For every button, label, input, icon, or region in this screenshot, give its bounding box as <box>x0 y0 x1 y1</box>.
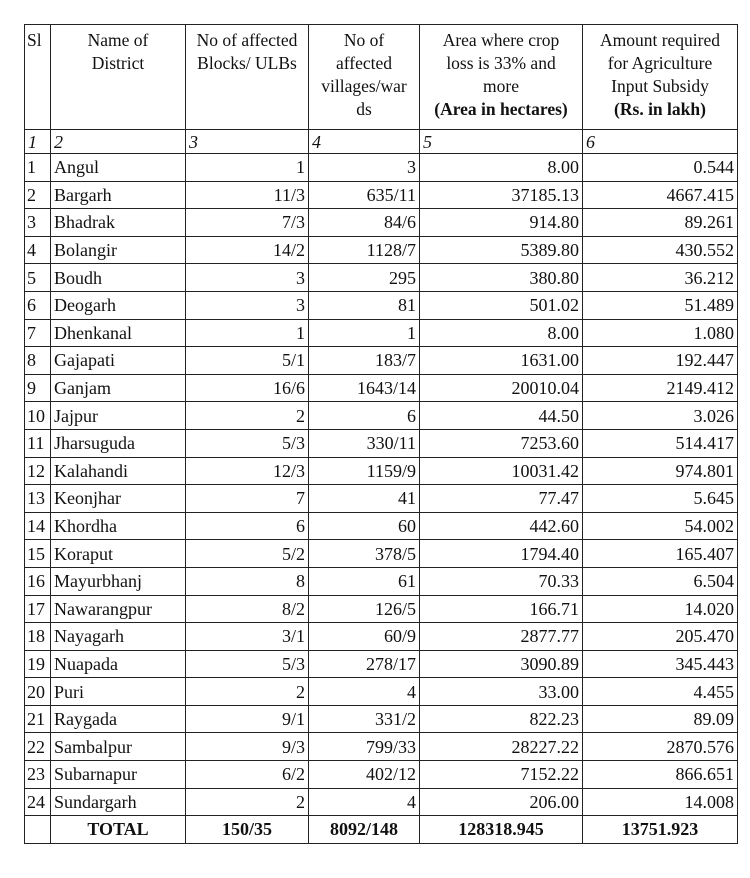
cell-sl: 18 <box>25 623 51 651</box>
cell-blocks: 6 <box>186 512 309 540</box>
total-row <box>25 816 738 844</box>
cell-district: Koraput <box>51 540 186 568</box>
cell-sl: 17 <box>25 595 51 623</box>
cell-sl: 15 <box>25 540 51 568</box>
cell-sl: 7 <box>25 319 51 347</box>
cell-villages: 183/7 <box>309 347 420 375</box>
cell-blocks: 16/6 <box>186 374 309 402</box>
table-row <box>25 705 738 733</box>
cell-blocks: 2 <box>186 402 309 430</box>
cell-district: Sundargarh <box>51 788 186 816</box>
cell-sl: 14 <box>25 512 51 540</box>
cell-area: 8.00 <box>420 319 583 347</box>
cell-blocks: 5/1 <box>186 347 309 375</box>
cell-sl: 9 <box>25 374 51 402</box>
cell-area: 20010.04 <box>420 374 583 402</box>
cell-blocks: 7 <box>186 485 309 513</box>
cell-villages: 60/9 <box>309 623 420 651</box>
table-row <box>25 291 738 319</box>
table-row <box>25 788 738 816</box>
cell-amount: 89.261 <box>583 209 738 237</box>
cell-amount: 205.470 <box>583 623 738 651</box>
cell-sl: 6 <box>25 291 51 319</box>
cell-area: 77.47 <box>420 485 583 513</box>
cell-district: Jharsuguda <box>51 429 186 457</box>
cell-sl: 11 <box>25 429 51 457</box>
header-row <box>25 25 738 130</box>
cell-blocks: 14/2 <box>186 236 309 264</box>
cell-amount: 3.026 <box>583 402 738 430</box>
cell-blocks: 3 <box>186 264 309 292</box>
header-area: Area where crop loss is 33% and more (Area in hectares) <box>420 25 583 130</box>
column-number: 2 <box>51 130 186 154</box>
table-row <box>25 485 738 513</box>
table-row <box>25 429 738 457</box>
table-row <box>25 678 738 706</box>
cell-amount: 0.544 <box>583 154 738 182</box>
cell-district: Sambalpur <box>51 733 186 761</box>
table-body <box>25 154 738 816</box>
cell-sl: 10 <box>25 402 51 430</box>
cell-villages: 378/5 <box>309 540 420 568</box>
cell-villages: 278/17 <box>309 650 420 678</box>
cell-area: 7253.60 <box>420 429 583 457</box>
cell-district: Dhenkanal <box>51 319 186 347</box>
cell-amount: 89.09 <box>583 705 738 733</box>
cell-amount: 14.020 <box>583 595 738 623</box>
column-number-row <box>25 130 738 154</box>
cell-amount: 1.080 <box>583 319 738 347</box>
cell-sl: 23 <box>25 761 51 789</box>
cell-district: Nuapada <box>51 650 186 678</box>
cell-area: 442.60 <box>420 512 583 540</box>
cell-amount: 192.447 <box>583 347 738 375</box>
column-number: 6 <box>583 130 738 154</box>
cell-villages: 3 <box>309 154 420 182</box>
column-number: 3 <box>186 130 309 154</box>
cell-sl: 24 <box>25 788 51 816</box>
cell-area: 44.50 <box>420 402 583 430</box>
cell-amount: 5.645 <box>583 485 738 513</box>
table-row <box>25 540 738 568</box>
cell-blocks: 5/3 <box>186 429 309 457</box>
cell-amount: 14.008 <box>583 788 738 816</box>
cell-amount: 54.002 <box>583 512 738 540</box>
cell-amount: 514.417 <box>583 429 738 457</box>
cell-district: Bhadrak <box>51 209 186 237</box>
cell-sl: 21 <box>25 705 51 733</box>
cell-district: Jajpur <box>51 402 186 430</box>
cell-amount: 4.455 <box>583 678 738 706</box>
table-row <box>25 595 738 623</box>
cell-area: 5389.80 <box>420 236 583 264</box>
cell-blocks: 3 <box>186 291 309 319</box>
cell-area: 3090.89 <box>420 650 583 678</box>
cell-area: 28227.22 <box>420 733 583 761</box>
header-sl: Sl <box>25 25 51 130</box>
cell-district: Deogarh <box>51 291 186 319</box>
cell-area: 37185.13 <box>420 181 583 209</box>
cell-blocks: 8/2 <box>186 595 309 623</box>
cell-sl: 4 <box>25 236 51 264</box>
table-row <box>25 181 738 209</box>
column-number: 4 <box>309 130 420 154</box>
cell-area: 501.02 <box>420 291 583 319</box>
cell-villages: 330/11 <box>309 429 420 457</box>
cell-district: Kalahandi <box>51 457 186 485</box>
cell-blocks: 3/1 <box>186 623 309 651</box>
cell-amount: 165.407 <box>583 540 738 568</box>
cell-villages: 1159/9 <box>309 457 420 485</box>
cell-area: 914.80 <box>420 209 583 237</box>
cell-villages: 635/11 <box>309 181 420 209</box>
cell-amount: 2870.576 <box>583 733 738 761</box>
cell-blocks: 11/3 <box>186 181 309 209</box>
cell-district: Nayagarh <box>51 623 186 651</box>
cell-blocks: 8 <box>186 567 309 595</box>
total-amount: 13751.923 <box>583 816 738 844</box>
cell-sl: 1 <box>25 154 51 182</box>
table-row <box>25 623 738 651</box>
table-row <box>25 567 738 595</box>
table-row <box>25 347 738 375</box>
cell-amount: 866.651 <box>583 761 738 789</box>
cell-area: 380.80 <box>420 264 583 292</box>
header-blocks: No of affected Blocks/ ULBs <box>186 25 309 130</box>
cell-blocks: 7/3 <box>186 209 309 237</box>
table-row <box>25 457 738 485</box>
total-area: 128318.945 <box>420 816 583 844</box>
cell-villages: 61 <box>309 567 420 595</box>
cell-amount: 974.801 <box>583 457 738 485</box>
cell-blocks: 1 <box>186 319 309 347</box>
cell-area: 206.00 <box>420 788 583 816</box>
cell-district: Bargarh <box>51 181 186 209</box>
cell-amount: 2149.412 <box>583 374 738 402</box>
table-row <box>25 512 738 540</box>
header-villages: No of affected villages/war ds <box>309 25 420 130</box>
cell-villages: 81 <box>309 291 420 319</box>
cell-villages: 295 <box>309 264 420 292</box>
cell-district: Mayurbhanj <box>51 567 186 595</box>
total-sl-cell <box>25 816 51 844</box>
cell-villages: 1643/14 <box>309 374 420 402</box>
cell-area: 7152.22 <box>420 761 583 789</box>
cell-sl: 5 <box>25 264 51 292</box>
cell-sl: 16 <box>25 567 51 595</box>
cell-amount: 345.443 <box>583 650 738 678</box>
cell-sl: 20 <box>25 678 51 706</box>
table-row <box>25 761 738 789</box>
cell-district: Ganjam <box>51 374 186 402</box>
cell-district: Nawarangpur <box>51 595 186 623</box>
cell-district: Khordha <box>51 512 186 540</box>
cell-district: Gajapati <box>51 347 186 375</box>
cell-blocks: 5/3 <box>186 650 309 678</box>
cell-villages: 331/2 <box>309 705 420 733</box>
cell-villages: 84/6 <box>309 209 420 237</box>
header-district: Name of District <box>51 25 186 130</box>
total-label: TOTAL <box>51 816 186 844</box>
cell-blocks: 12/3 <box>186 457 309 485</box>
table-row <box>25 733 738 761</box>
table-row <box>25 264 738 292</box>
column-number: 5 <box>420 130 583 154</box>
cell-area: 8.00 <box>420 154 583 182</box>
cell-area: 2877.77 <box>420 623 583 651</box>
cell-district: Angul <box>51 154 186 182</box>
cell-area: 10031.42 <box>420 457 583 485</box>
cell-district: Subarnapur <box>51 761 186 789</box>
cell-villages: 4 <box>309 788 420 816</box>
cell-villages: 6 <box>309 402 420 430</box>
cell-blocks: 6/2 <box>186 761 309 789</box>
cell-villages: 799/33 <box>309 733 420 761</box>
cell-amount: 430.552 <box>583 236 738 264</box>
cell-villages: 402/12 <box>309 761 420 789</box>
cell-sl: 2 <box>25 181 51 209</box>
cell-sl: 8 <box>25 347 51 375</box>
cell-district: Raygada <box>51 705 186 733</box>
cell-sl: 3 <box>25 209 51 237</box>
cell-villages: 1 <box>309 319 420 347</box>
cell-blocks: 1 <box>186 154 309 182</box>
cell-district: Puri <box>51 678 186 706</box>
table-row <box>25 650 738 678</box>
table-row <box>25 236 738 264</box>
cell-sl: 19 <box>25 650 51 678</box>
table-row <box>25 402 738 430</box>
cell-area: 1794.40 <box>420 540 583 568</box>
cell-sl: 12 <box>25 457 51 485</box>
cell-area: 166.71 <box>420 595 583 623</box>
cell-villages: 126/5 <box>309 595 420 623</box>
cell-sl: 22 <box>25 733 51 761</box>
table-row <box>25 374 738 402</box>
cell-district: Bolangir <box>51 236 186 264</box>
column-number: 1 <box>25 130 51 154</box>
cell-district: Keonjhar <box>51 485 186 513</box>
cell-sl: 13 <box>25 485 51 513</box>
cell-blocks: 2 <box>186 678 309 706</box>
cell-villages: 60 <box>309 512 420 540</box>
table-row <box>25 319 738 347</box>
cell-amount: 6.504 <box>583 567 738 595</box>
cell-villages: 4 <box>309 678 420 706</box>
cell-amount: 36.212 <box>583 264 738 292</box>
district-crop-loss-table <box>24 24 738 844</box>
cell-blocks: 9/1 <box>186 705 309 733</box>
cell-villages: 41 <box>309 485 420 513</box>
table-row <box>25 209 738 237</box>
cell-area: 33.00 <box>420 678 583 706</box>
total-blocks: 150/35 <box>186 816 309 844</box>
table-row <box>25 154 738 182</box>
cell-blocks: 9/3 <box>186 733 309 761</box>
cell-villages: 1128/7 <box>309 236 420 264</box>
header-amount: Amount required for Agriculture Input Subsidy (Rs. in lakh) <box>583 25 738 130</box>
cell-blocks: 2 <box>186 788 309 816</box>
cell-amount: 4667.415 <box>583 181 738 209</box>
total-villages: 8092/148 <box>309 816 420 844</box>
cell-area: 70.33 <box>420 567 583 595</box>
cell-amount: 51.489 <box>583 291 738 319</box>
cell-district: Boudh <box>51 264 186 292</box>
cell-area: 822.23 <box>420 705 583 733</box>
cell-blocks: 5/2 <box>186 540 309 568</box>
cell-area: 1631.00 <box>420 347 583 375</box>
